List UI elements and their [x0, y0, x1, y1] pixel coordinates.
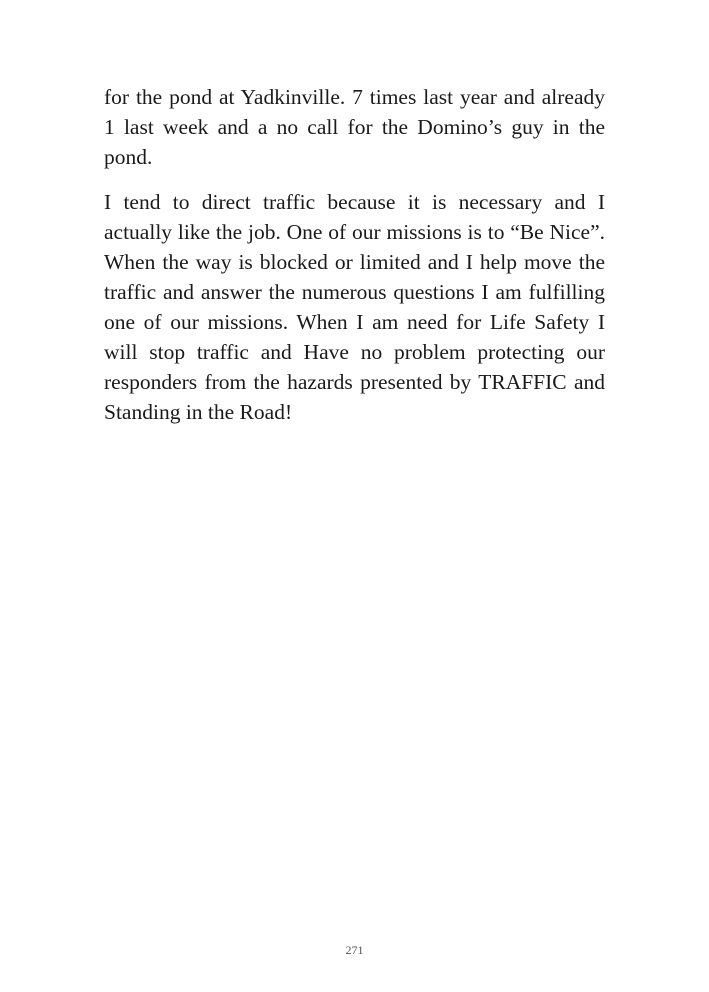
paragraph-2: I tend to direct traffic because it is necessary and I actually like the job. One of our missions is to “Be Nice”. When the way is blocked or limited and I help move the traffic and answer the numerous questions I am fulfilling one of our missions. When I am need for Life Safety I will stop traffic and Have no problem protecting our responders from the hazards presented by TRAFFIC and Standing in the Road!: [104, 190, 605, 424]
body-text: [104, 82, 605, 442]
paragraph-1: for the pond at Yadkinville. 7 times last year and already 1 last week and a no call for the Domino’s guy in the pond.: [104, 85, 605, 169]
page-number: 271: [345, 943, 364, 957]
